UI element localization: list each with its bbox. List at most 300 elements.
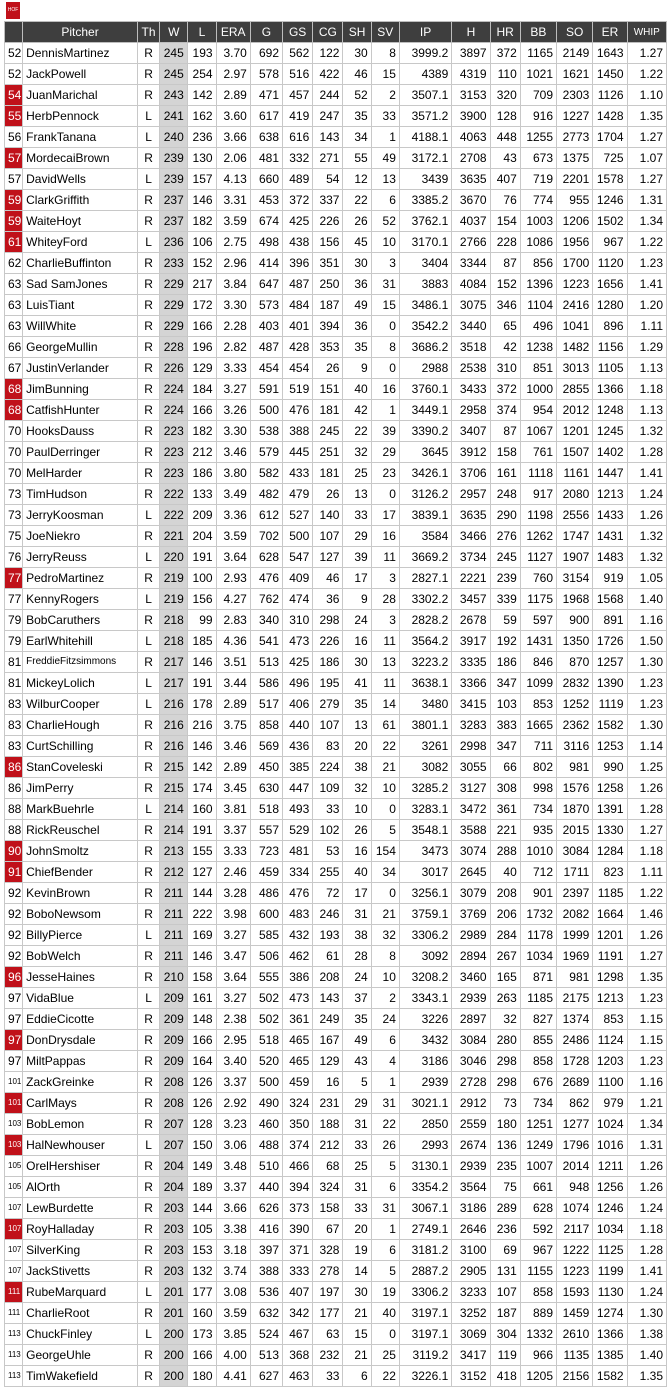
pitcher-name-cell[interactable]: CurtSchilling <box>23 736 138 757</box>
games-cell: 450 <box>250 757 282 778</box>
shutouts-cell: 35 <box>343 1009 371 1030</box>
shutouts-cell: 38 <box>343 925 371 946</box>
walks-cell: 853 <box>520 694 556 715</box>
col-header-walks[interactable]: BB <box>520 22 556 43</box>
games-started-cell: 447 <box>283 778 313 799</box>
losses-cell: 191 <box>188 673 216 694</box>
pitcher-name-cell[interactable]: EarlWhitehill <box>23 631 138 652</box>
pitcher-name-cell[interactable]: ZackGreinke <box>23 1072 138 1093</box>
shutouts-cell: 35 <box>343 106 371 127</box>
saves-cell: 31 <box>371 1198 399 1219</box>
pitcher-name-cell[interactable]: SilverKing <box>23 1240 138 1261</box>
home-runs-cell: 239 <box>490 568 520 589</box>
pitcher-name-cell[interactable]: KevinBrown <box>23 883 138 904</box>
pitcher-name-cell[interactable]: JimPerry <box>23 778 138 799</box>
games-cell: 638 <box>250 127 282 148</box>
table-row <box>5 148 667 169</box>
whip-cell: 1.23 <box>627 988 666 1009</box>
losses-cell: 178 <box>188 694 216 715</box>
losses-cell: 196 <box>188 337 216 358</box>
earned-runs-cell: 1578 <box>593 169 627 190</box>
wins-cell: 209 <box>160 1030 188 1051</box>
shutouts-cell: 52 <box>343 85 371 106</box>
pitcher-name-cell[interactable]: BobLemon <box>23 1114 138 1135</box>
shutouts-cell: 31 <box>343 1114 371 1135</box>
home-runs-cell: 310 <box>490 358 520 379</box>
shutouts-cell: 12 <box>343 169 371 190</box>
strikeouts-cell: 1223 <box>557 274 593 295</box>
walks-cell: 889 <box>520 1303 556 1324</box>
walks-cell: 858 <box>520 1051 556 1072</box>
saves-cell: 14 <box>371 694 399 715</box>
col-header-earned-runs[interactable]: ER <box>593 22 627 43</box>
losses-cell: 146 <box>188 946 216 967</box>
pitcher-name-cell[interactable]: PaulDerringer <box>23 442 138 463</box>
saves-cell: 22 <box>371 1114 399 1135</box>
wins-cell: 223 <box>160 421 188 442</box>
complete-games-cell: 33 <box>313 799 343 820</box>
hits-cell: 2998 <box>452 736 490 757</box>
shutouts-cell: 35 <box>343 694 371 715</box>
pitcher-name-cell[interactable]: RubeMarquard <box>23 1282 138 1303</box>
pitcher-name-cell[interactable]: VidaBlue <box>23 988 138 1009</box>
pitcher-name-cell[interactable]: MelHarder <box>23 463 138 484</box>
walks-cell: 1034 <box>520 946 556 967</box>
earned-runs-cell: 1100 <box>593 1072 627 1093</box>
col-header-innings-pitched[interactable]: IP <box>399 22 451 43</box>
hits-cell: 3734 <box>452 547 490 568</box>
table-row <box>5 64 667 85</box>
pitcher-name-cell[interactable]: LuisTiant <box>23 295 138 316</box>
games-cell: 630 <box>250 778 282 799</box>
pitcher-name-cell[interactable]: JackStivetts <box>23 1261 138 1282</box>
pitcher-name-cell[interactable]: StanCoveleski <box>23 757 138 778</box>
table-row <box>5 1198 667 1219</box>
strikeouts-cell: 1728 <box>557 1051 593 1072</box>
table-row <box>5 652 667 673</box>
home-runs-cell: 206 <box>490 904 520 925</box>
pitcher-name-cell[interactable]: BoboNewsom <box>23 904 138 925</box>
pitcher-name-cell[interactable]: HerbPennock <box>23 106 138 127</box>
complete-games-cell: 26 <box>313 484 343 505</box>
col-header-hits[interactable]: H <box>452 22 490 43</box>
strikeouts-cell: 2082 <box>557 904 593 925</box>
table-row <box>5 1093 667 1114</box>
pitcher-name-cell[interactable]: ChiefBender <box>23 862 138 883</box>
saves-cell: 2 <box>371 988 399 1009</box>
table-row <box>5 862 667 883</box>
era-cell: 3.80 <box>216 463 250 484</box>
home-runs-cell: 43 <box>490 148 520 169</box>
saves-cell: 10 <box>371 967 399 988</box>
hits-cell: 2958 <box>452 400 490 421</box>
pitcher-name-cell[interactable]: RickReuschel <box>23 820 138 841</box>
home-runs-cell: 119 <box>490 1345 520 1366</box>
hits-cell: 2221 <box>452 568 490 589</box>
rank-cell: 83 <box>5 715 23 736</box>
pitcher-name-cell[interactable]: JerryKoosman <box>23 505 138 526</box>
col-header-saves[interactable]: SV <box>371 22 399 43</box>
games-started-cell: 372 <box>283 190 313 211</box>
saves-cell: 0 <box>371 883 399 904</box>
strikeouts-cell: 1252 <box>557 694 593 715</box>
col-header-pitcher[interactable]: Pitcher <box>23 22 138 43</box>
games-cell: 460 <box>250 1114 282 1135</box>
col-header-losses[interactable]: L <box>188 22 216 43</box>
strikeouts-cell: 1969 <box>557 946 593 967</box>
walks-cell: 856 <box>520 253 556 274</box>
games-started-cell: 373 <box>283 1198 313 1219</box>
home-runs-cell: 298 <box>490 1051 520 1072</box>
throws-cell: R <box>137 862 159 883</box>
complete-games-cell: 177 <box>313 1303 343 1324</box>
innings-pitched-cell: 2828.2 <box>399 610 451 631</box>
pitcher-name-cell[interactable]: BobWelch <box>23 946 138 967</box>
complete-games-cell: 208 <box>313 967 343 988</box>
throws-cell: R <box>137 85 159 106</box>
games-started-cell: 390 <box>283 1219 313 1240</box>
complete-games-cell: 46 <box>313 568 343 589</box>
hits-cell: 3186 <box>452 1198 490 1219</box>
whip-cell: 1.41 <box>627 463 666 484</box>
pitcher-name-cell[interactable]: DennisMartinez <box>23 43 138 64</box>
walks-cell: 597 <box>520 610 556 631</box>
wins-cell: 243 <box>160 85 188 106</box>
col-header-whip[interactable]: WHIP <box>627 22 666 43</box>
games-started-cell: 371 <box>283 1240 313 1261</box>
earned-runs-cell: 1366 <box>593 1324 627 1345</box>
walks-cell: 1251 <box>520 1114 556 1135</box>
earned-runs-cell: 1664 <box>593 904 627 925</box>
era-cell: 3.31 <box>216 190 250 211</box>
col-header-wins[interactable]: W <box>160 22 188 43</box>
strikeouts-cell: 1796 <box>557 1135 593 1156</box>
rank-cell: 77 <box>5 568 23 589</box>
pitcher-name-cell[interactable]: JohnSmoltz <box>23 841 138 862</box>
table-row <box>5 1324 667 1345</box>
table-row <box>5 799 667 820</box>
walks-cell: 592 <box>520 1219 556 1240</box>
earned-runs-cell: 1447 <box>593 463 627 484</box>
saves-cell: 3 <box>371 610 399 631</box>
pitcher-name-cell[interactable]: OrelHershiser <box>23 1156 138 1177</box>
era-cell: 3.27 <box>216 379 250 400</box>
saves-cell: 26 <box>371 1135 399 1156</box>
earned-runs-cell: 1246 <box>593 1198 627 1219</box>
games-started-cell: 562 <box>283 43 313 64</box>
whip-cell: 1.11 <box>627 316 666 337</box>
rank-cell: 66 <box>5 337 23 358</box>
era-cell: 3.66 <box>216 127 250 148</box>
losses-cell: 132 <box>188 1261 216 1282</box>
era-cell: 4.00 <box>216 1345 250 1366</box>
pitcher-name-cell[interactable]: ChuckFinley <box>23 1324 138 1345</box>
table-row <box>5 1156 667 1177</box>
pitcher-name-cell[interactable]: BobCaruthers <box>23 610 138 631</box>
strikeouts-cell: 1747 <box>557 526 593 547</box>
walks-cell: 802 <box>520 757 556 778</box>
walks-cell: 734 <box>520 799 556 820</box>
complete-games-cell: 422 <box>313 64 343 85</box>
rank-cell: 88 <box>5 820 23 841</box>
pitcher-name-cell[interactable]: CarlMays <box>23 1093 138 1114</box>
whip-cell: 1.40 <box>627 589 666 610</box>
hits-cell: 2912 <box>452 1093 490 1114</box>
pitcher-name-cell[interactable]: JuanMarichal <box>23 85 138 106</box>
innings-pitched-cell: 3385.2 <box>399 190 451 211</box>
pitcher-name-cell[interactable]: DavidWells <box>23 169 138 190</box>
hits-cell: 2646 <box>452 1219 490 1240</box>
walks-cell: 1118 <box>520 463 556 484</box>
strikeouts-cell: 1711 <box>557 862 593 883</box>
era-cell: 2.75 <box>216 232 250 253</box>
innings-pitched-cell: 4188.1 <box>399 127 451 148</box>
era-cell: 2.82 <box>216 337 250 358</box>
table-row <box>5 442 667 463</box>
era-cell: 3.51 <box>216 652 250 673</box>
saves-cell: 5 <box>371 1156 399 1177</box>
pitcher-name-cell[interactable]: MordecaiBrown <box>23 148 138 169</box>
era-cell: 3.30 <box>216 421 250 442</box>
pitcher-name-cell[interactable]: WillWhite <box>23 316 138 337</box>
table-row <box>5 946 667 967</box>
col-header-strikeouts[interactable]: SO <box>557 22 593 43</box>
strikeouts-cell: 2416 <box>557 295 593 316</box>
strikeouts-cell: 1277 <box>557 1114 593 1135</box>
rank-cell: 79 <box>5 610 23 631</box>
losses-cell: 128 <box>188 1114 216 1135</box>
whip-cell: 1.46 <box>627 904 666 925</box>
pitcher-name-cell[interactable]: JesseHaines <box>23 967 138 988</box>
pitcher-name-cell[interactable]: HalNewhouser <box>23 1135 138 1156</box>
games-cell: 518 <box>250 1030 282 1051</box>
losses-cell: 105 <box>188 1219 216 1240</box>
games-started-cell: 481 <box>283 841 313 862</box>
pitcher-name-cell[interactable]: WilburCooper <box>23 694 138 715</box>
col-header-rank[interactable] <box>5 22 23 43</box>
innings-pitched-cell: 3449.1 <box>399 400 451 421</box>
col-header-complete-games[interactable]: CG <box>313 22 343 43</box>
era-cell: 3.38 <box>216 1219 250 1240</box>
pitcher-name-cell[interactable]: CharlieRoot <box>23 1303 138 1324</box>
losses-cell: 174 <box>188 778 216 799</box>
complete-games-cell: 109 <box>313 778 343 799</box>
pitcher-name-cell[interactable]: MarkBuehrle <box>23 799 138 820</box>
era-cell: 2.95 <box>216 1030 250 1051</box>
walks-cell: 1396 <box>520 274 556 295</box>
pitcher-name-cell[interactable]: CharlieHough <box>23 715 138 736</box>
innings-pitched-cell: 2939 <box>399 1072 451 1093</box>
wins-cell: 229 <box>160 316 188 337</box>
whip-cell: 1.20 <box>627 295 666 316</box>
shutouts-cell: 30 <box>343 652 371 673</box>
pitcher-name-cell[interactable]: MiltPappas <box>23 1051 138 1072</box>
earned-runs-cell: 1034 <box>593 1219 627 1240</box>
rank-cell: 107 <box>5 1261 23 1282</box>
pitcher-name-cell[interactable]: MickeyLolich <box>23 673 138 694</box>
losses-cell: 106 <box>188 232 216 253</box>
whip-cell: 1.32 <box>627 421 666 442</box>
era-cell: 4.13 <box>216 169 250 190</box>
games-cell: 632 <box>250 1303 282 1324</box>
saves-cell: 1 <box>371 1072 399 1093</box>
pitcher-name-cell[interactable]: HooksDauss <box>23 421 138 442</box>
col-header-throws[interactable]: Th <box>137 22 159 43</box>
pitcher-name-cell[interactable]: Sad SamJones <box>23 274 138 295</box>
throws-cell: L <box>137 694 159 715</box>
shutouts-cell: 46 <box>343 64 371 85</box>
era-cell: 3.33 <box>216 841 250 862</box>
strikeouts-cell: 3116 <box>557 736 593 757</box>
games-started-cell: 500 <box>283 526 313 547</box>
innings-pitched-cell: 3759.1 <box>399 904 451 925</box>
walks-cell: 1185 <box>520 988 556 1009</box>
hits-cell: 3283 <box>452 715 490 736</box>
col-header-games[interactable]: G <box>250 22 282 43</box>
pitcher-name-cell[interactable]: JoeNiekro <box>23 526 138 547</box>
table-row <box>5 904 667 925</box>
pitcher-name-cell[interactable]: TimWakefield <box>23 1366 138 1387</box>
hits-cell: 2905 <box>452 1261 490 1282</box>
whip-cell: 1.27 <box>627 169 666 190</box>
strikeouts-cell: 3013 <box>557 358 593 379</box>
pitcher-name-cell[interactable]: WaiteHoyt <box>23 211 138 232</box>
pitcher-name-cell[interactable]: JackPowell <box>23 64 138 85</box>
walks-cell: 774 <box>520 190 556 211</box>
losses-cell: 161 <box>188 988 216 1009</box>
pitcher-name-cell[interactable]: GeorgeUhle <box>23 1345 138 1366</box>
pitcher-name-cell[interactable]: AlOrth <box>23 1177 138 1198</box>
rank-cell: 63 <box>5 295 23 316</box>
whip-cell: 1.24 <box>627 484 666 505</box>
complete-games-cell: 195 <box>313 673 343 694</box>
pitcher-name-cell[interactable]: JustinVerlander <box>23 358 138 379</box>
whip-cell: 1.07 <box>627 148 666 169</box>
era-cell: 4.41 <box>216 1366 250 1387</box>
whip-cell: 1.24 <box>627 1198 666 1219</box>
complete-games-cell: 68 <box>313 1156 343 1177</box>
games-started-cell: 332 <box>283 148 313 169</box>
col-header-shutouts[interactable]: SH <box>343 22 371 43</box>
whip-cell: 1.16 <box>627 610 666 631</box>
pitcher-name-cell[interactable]: LewBurdette <box>23 1198 138 1219</box>
games-cell: 453 <box>250 190 282 211</box>
walks-cell: 760 <box>520 568 556 589</box>
pitcher-name-cell[interactable]: FreddieFitzsimmons <box>23 652 138 673</box>
hits-cell: 3440 <box>452 316 490 337</box>
strikeouts-cell: 1222 <box>557 1240 593 1261</box>
pitcher-name-cell[interactable]: PedroMartinez <box>23 568 138 589</box>
complete-games-cell: 167 <box>313 1030 343 1051</box>
home-runs-cell: 374 <box>490 400 520 421</box>
era-cell: 3.49 <box>216 484 250 505</box>
saves-cell: 28 <box>371 589 399 610</box>
throws-cell: L <box>137 232 159 253</box>
pitcher-name-cell[interactable]: TimHudson <box>23 484 138 505</box>
table-row <box>5 1009 667 1030</box>
complete-games-cell: 212 <box>313 1135 343 1156</box>
innings-pitched-cell: 3226.1 <box>399 1366 451 1387</box>
games-started-cell: 433 <box>283 463 313 484</box>
innings-pitched-cell: 2827.1 <box>399 568 451 589</box>
games-cell: 582 <box>250 463 282 484</box>
losses-cell: 164 <box>188 1051 216 1072</box>
shutouts-cell: 21 <box>343 1345 371 1366</box>
throws-cell: L <box>137 673 159 694</box>
era-cell: 3.74 <box>216 1261 250 1282</box>
shutouts-cell: 38 <box>343 757 371 778</box>
pitcher-name-cell[interactable]: JerryReuss <box>23 547 138 568</box>
earned-runs-cell: 1568 <box>593 589 627 610</box>
era-cell: 3.37 <box>216 1072 250 1093</box>
pitcher-name-cell[interactable]: RoyHalladay <box>23 1219 138 1240</box>
whip-cell: 1.23 <box>627 673 666 694</box>
pitcher-name-cell[interactable]: FrankTanana <box>23 127 138 148</box>
games-cell: 388 <box>250 1261 282 1282</box>
innings-pitched-cell: 4389 <box>399 64 451 85</box>
home-runs-cell: 75 <box>490 1177 520 1198</box>
pitcher-name-cell[interactable]: WhiteyFord <box>23 232 138 253</box>
pitcher-name-cell[interactable]: JimBunning <box>23 379 138 400</box>
wins-cell: 228 <box>160 337 188 358</box>
earned-runs-cell: 1199 <box>593 1261 627 1282</box>
pitcher-name-cell[interactable]: GeorgeMullin <box>23 337 138 358</box>
strikeouts-cell: 2832 <box>557 673 593 694</box>
earned-runs-cell: 1402 <box>593 442 627 463</box>
saves-cell: 6 <box>371 1240 399 1261</box>
pitcher-name-cell[interactable]: CharlieBuffinton <box>23 253 138 274</box>
games-started-cell: 396 <box>283 253 313 274</box>
games-started-cell: 457 <box>283 85 313 106</box>
table-row <box>5 1051 667 1072</box>
col-header-games-started[interactable]: GS <box>283 22 313 43</box>
throws-cell: R <box>137 946 159 967</box>
col-header-home-runs[interactable]: HR <box>490 22 520 43</box>
wins-cell: 218 <box>160 610 188 631</box>
hits-cell: 3433 <box>452 379 490 400</box>
pitcher-name-cell[interactable]: ClarkGriffith <box>23 190 138 211</box>
innings-pitched-cell: 3480 <box>399 694 451 715</box>
home-runs-cell: 346 <box>490 295 520 316</box>
hits-cell: 2897 <box>452 1009 490 1030</box>
pitcher-name-cell[interactable]: EddieCicotte <box>23 1009 138 1030</box>
home-runs-cell: 290 <box>490 505 520 526</box>
games-cell: 692 <box>250 43 282 64</box>
pitcher-name-cell[interactable]: DonDrysdale <box>23 1030 138 1051</box>
complete-games-cell: 197 <box>313 1282 343 1303</box>
games-started-cell: 516 <box>283 64 313 85</box>
era-cell: 3.59 <box>216 1303 250 1324</box>
walks-cell: 661 <box>520 1177 556 1198</box>
hits-cell: 3706 <box>452 463 490 484</box>
table-row <box>5 232 667 253</box>
pitcher-name-cell[interactable]: CatfishHunter <box>23 400 138 421</box>
col-header-era[interactable]: ERA <box>216 22 250 43</box>
shutouts-cell: 5 <box>343 1072 371 1093</box>
games-cell: 617 <box>250 106 282 127</box>
pitcher-name-cell[interactable]: BillyPierce <box>23 925 138 946</box>
hits-cell: 3233 <box>452 1282 490 1303</box>
whip-cell: 1.13 <box>627 358 666 379</box>
pitcher-name-cell[interactable]: KennyRogers <box>23 589 138 610</box>
wins-cell: 209 <box>160 988 188 1009</box>
rank-cell: 59 <box>5 211 23 232</box>
walks-cell: 855 <box>520 1030 556 1051</box>
walks-cell: 1198 <box>520 505 556 526</box>
hits-cell: 2766 <box>452 232 490 253</box>
whip-cell: 1.26 <box>627 778 666 799</box>
shutouts-cell: 42 <box>343 400 371 421</box>
